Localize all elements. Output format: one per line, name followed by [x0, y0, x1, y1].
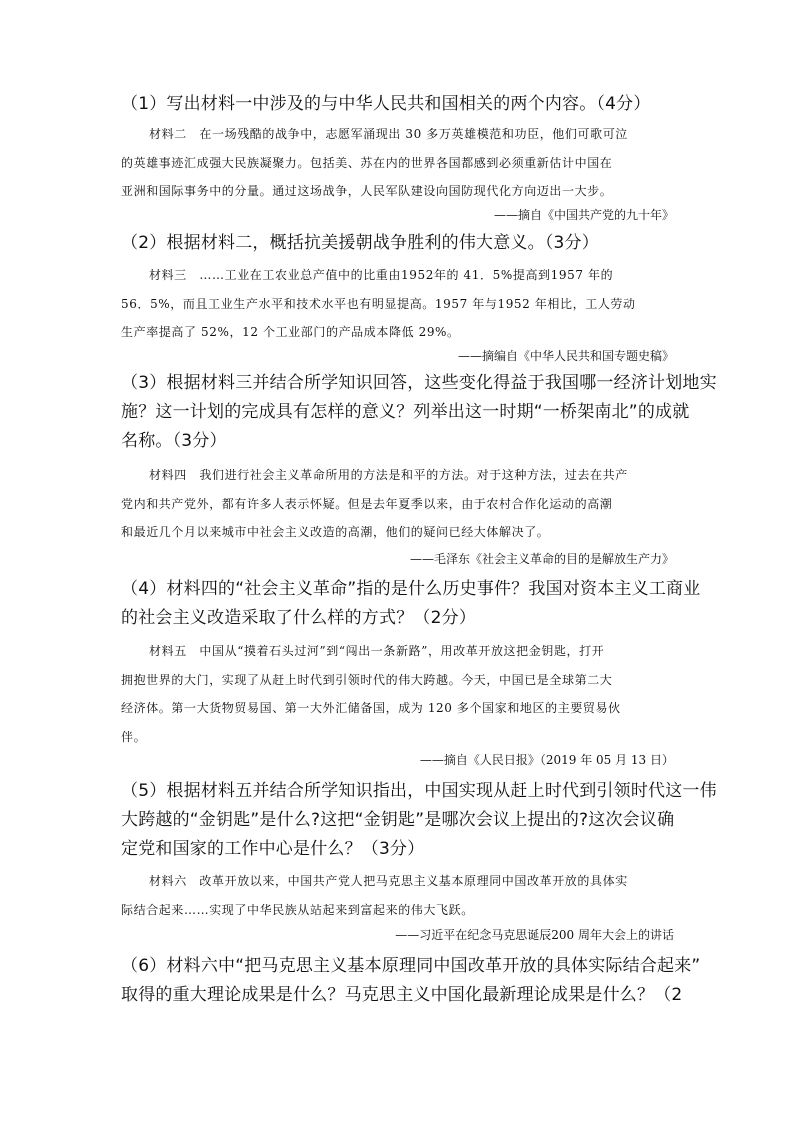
material-4 — [121, 461, 676, 547]
question-line: （6）材料六中“把马克思主义基本原理同中国改革开放的具体实际结合起来” — [121, 956, 701, 976]
material-line: 拥抱世界的大门，实现了从赶上时代到引领时代的伟大跨越。今天，中国已是全球第二大 — [121, 672, 613, 687]
question-line: 的社会主义改造采取了什么样的方式？（2分） — [121, 608, 477, 628]
question-line: 名称。（3分） — [121, 431, 227, 451]
material-3 — [121, 261, 676, 347]
question-4 — [121, 575, 701, 633]
material-line: 和最近几个月以来城市中社会主义改造的高潮，他们的疑问已经大体解决了。 — [121, 525, 550, 539]
material-line: 伴。 — [121, 729, 147, 744]
material-line: 材料二 在一场残酷的战争中，志愿军涌现出 30 多万英雄模范和功臣，他们可歌可泣 — [149, 127, 628, 141]
material-line: 际结合起来……实现了中华民族从站起来到富起来的伟大飞跃。 — [121, 902, 474, 917]
material-line: 材料六 改革开放以来，中国共产党人把马克思主义基本原理同中国改革开放的具体实 — [149, 874, 628, 888]
material-6 — [121, 867, 676, 924]
material-line: 56．5%，而且工业生产水平和技术水平也有明显提高。1957 年与1952 年相比，工人劳动 — [121, 296, 636, 311]
question-line: （5）根据材料五并结合所学知识指出，中国实现从赶上时代到引领时代这一伟 — [121, 781, 717, 801]
material-line: 经济体。第一大货物贸易国、第一大外汇储备国，成为 120 多个国家和地区的主要贸易伙 — [121, 701, 621, 715]
question-line: （2）根据材料二，概括抗美援朝战争胜利的伟大意义。（3分） — [121, 233, 599, 253]
material-line: 亚洲和国际事务中的分量。通过这场战争，人民军队建设向国防现代化方向迈出一大步。 — [121, 184, 613, 198]
material-6-source: ——习近平在纪念马克思诞辰200 周年大会上的讲话 — [395, 928, 674, 942]
material-line: 的英雄事迹汇成强大民族凝聚力。包括美、苏在内的世界各国都感到必须重新估计中国在 — [121, 155, 613, 170]
material-2 — [121, 120, 676, 206]
question-line: 取得的重大理论成果是什么？马克思主义中国化最新理论成果是什么？（2 — [121, 985, 683, 1005]
material-5 — [121, 637, 676, 751]
question-line: 定党和国家的工作中心是什么？（3分） — [121, 839, 425, 859]
question-2 — [121, 229, 681, 258]
question-line: （1）写出材料一中涉及的与中华人民共和国相关的两个内容。（4分） — [121, 94, 651, 114]
question-line: （4）材料四的“社会主义革命”指的是什么历史事件？我国对资本主义工商业 — [121, 579, 701, 599]
material-line: 材料四 我们进行社会主义革命所用的方法是和平的方法。对于这种方法，过去在共产 — [149, 468, 628, 482]
material-5-source: ——摘自《人民日报》（2019 年 05 月 13 日） — [419, 753, 674, 767]
question-line: 大跨越的“金钥匙”是什么?这把“金钥匙”是哪次会议上提出的?这次会议确 — [121, 810, 675, 830]
material-line: 生产率提高了 52%，12 个工业部门的产品成本降低 29%。 — [121, 325, 460, 339]
question-line: 施？这一计划的完成具有怎样的意义？列举出这一时期“一桥架南北”的成就 — [121, 402, 690, 422]
material-2-source: ——摘自《中国共产党的九十年》 — [493, 208, 674, 222]
material-line: 材料五 中国从“摸着石头过河”到“闯出一条新路”，用改革开放这把金钥匙，打开 — [149, 644, 605, 658]
material-4-source: ——毛泽东《社会主义革命的目的是解放生产力》 — [409, 552, 674, 566]
question-1 — [121, 90, 681, 119]
material-3-source: ——摘编自《中华人民共和国专题史稿》 — [457, 349, 674, 363]
material-line: 材料三 ……工业在工农业总产值中的比重由1952年的 41．5%提高到1957 年的 — [149, 268, 614, 282]
question-5 — [121, 777, 717, 864]
question-3 — [121, 369, 717, 456]
question-6 — [121, 952, 701, 1010]
question-line: （3）根据材料三并结合所学知识回答，这些变化得益于我国哪一经济计划地实 — [121, 373, 717, 393]
material-line: 党内和共产党外，都有许多人表示怀疑。但是去年夏季以来，由于农村合作化运动的高潮 — [121, 496, 613, 511]
